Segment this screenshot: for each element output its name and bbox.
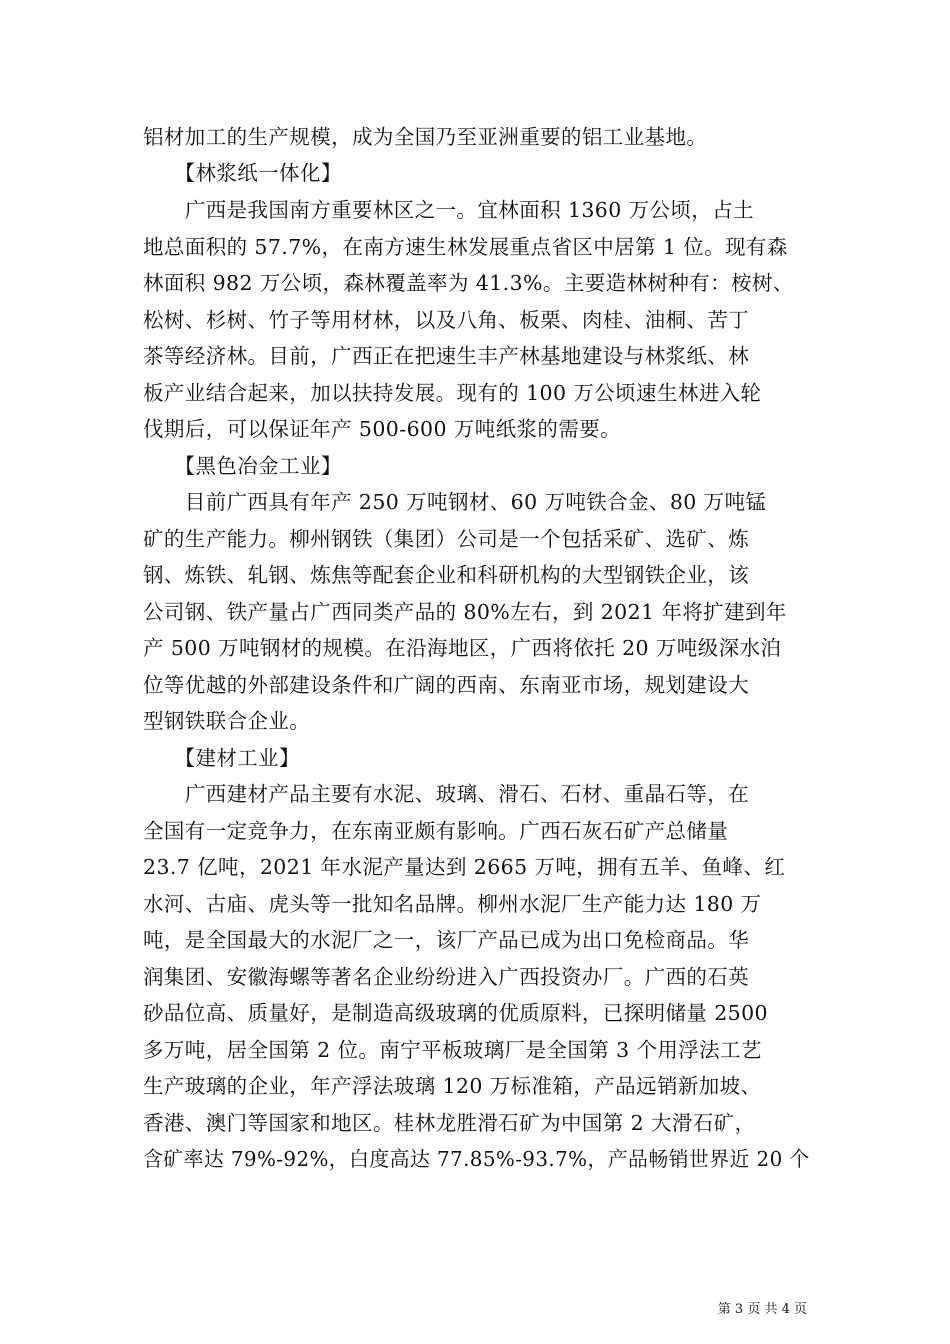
text-line: 含矿率达 79%-92%，白度高达 77.85%-93.7%，产品畅销世界近 20 个 xyxy=(143,1147,810,1171)
text-line: 茶等经济林。目前，广西正在把速生丰产林基地建设与林浆纸、林 xyxy=(143,344,750,368)
section-heading: 【黑色冶金工业】 xyxy=(143,454,342,478)
text-line: 公司钢、铁产量占广西同类产品的 80%左右，到 2021 年将扩建到年 xyxy=(143,600,787,624)
text-line: 目前广西具有年产 250 万吨钢材、60 万吨铁合金、80 万吨锰 xyxy=(143,490,767,514)
text-line: 板产业结合起来，加以扶持发展。现有的 100 万公顷速生林进入轮 xyxy=(143,381,762,405)
text-line: 广西是我国南方重要林区之一。宜林面积 1360 万公顷，占土 xyxy=(143,198,755,222)
text-line: 吨，是全国最大的水泥厂之一，该厂产品已成为出口免检商品。华 xyxy=(143,928,750,952)
section-heading: 【林浆纸一体化】 xyxy=(143,161,342,185)
text-line: 地总面积的 57.7%，在南方速生林发展重点省区中居第 1 位。现有森 xyxy=(143,235,788,259)
text-line: 产 500 万吨钢材的规模。在沿海地区，广西将依托 20 万吨级深水泊 xyxy=(143,636,782,660)
text-line: 23.7 亿吨，2021 年水泥产量达到 2665 万吨，拥有五羊、鱼峰、红 xyxy=(143,855,786,879)
text-line: 多万吨，居全国第 2 位。南宁平板玻璃厂是全国第 3 个用浮法工艺 xyxy=(143,1038,762,1062)
text-line: 铝材加工的生产规模，成为全国乃至亚洲重要的铝工业基地。 xyxy=(143,125,708,149)
text-line: 全国有一定竞争力，在东南亚颇有影响。广西石灰石矿产总储量 xyxy=(143,819,729,843)
section-heading: 【建材工业】 xyxy=(143,746,300,770)
text-line: 砂品位高、质量好，是制造高级玻璃的优质原料，已探明储量 2500 xyxy=(143,1001,768,1025)
text-line: 生产玻璃的企业，年产浮法玻璃 120 万标准箱，产品远销新加坡、 xyxy=(143,1074,762,1098)
text-line: 广西建材产品主要有水泥、玻璃、滑石、石材、重晶石等，在 xyxy=(143,782,750,806)
text-line: 矿的生产能力。柳州钢铁（集团）公司是一个包括采矿、选矿、炼 xyxy=(143,527,750,551)
text-line: 松树、杉树、竹子等用材林，以及八角、板栗、肉桂、油桐、苦丁 xyxy=(143,308,750,332)
text-line: 伐期后，可以保证年产 500-600 万吨纸浆的需要。 xyxy=(143,417,622,441)
text-line: 林面积 982 万公顷，森林覆盖率为 41.3%。主要造林树种有：桉树、 xyxy=(143,271,794,295)
text-line: 水河、古庙、虎头等一批知名品牌。柳州水泥厂生产能力达 180 万 xyxy=(143,892,762,916)
text-line: 香港、澳门等国家和地区。桂林龙胜滑石矿为中国第 2 大滑石矿， xyxy=(143,1111,756,1135)
text-line: 润集团、安徽海螺等著名企业纷纷进入广西投资办厂。广西的石英 xyxy=(143,965,750,989)
page-number-footer: 第 3 页 共 4 页 xyxy=(717,1302,807,1317)
text-line: 钢、炼铁、轧钢、炼焦等配套企业和科研机构的大型钢铁企业，该 xyxy=(143,563,750,587)
text-line: 位等优越的外部建设条件和广阔的西南、东南亚市场，规划建设大 xyxy=(143,673,750,697)
text-line: 型钢铁联合企业。 xyxy=(143,709,311,733)
